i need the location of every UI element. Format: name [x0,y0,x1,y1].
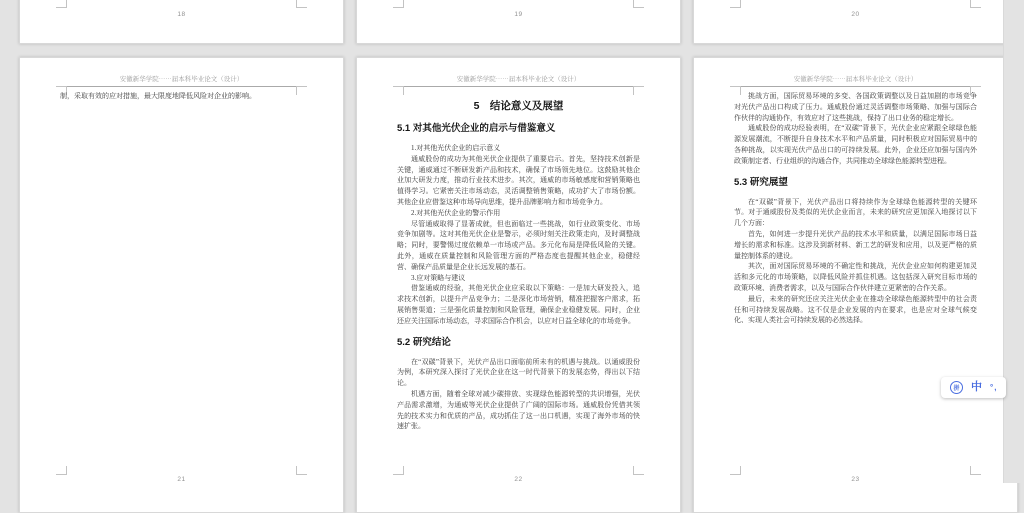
page-header: 安徽新华学院⋯⋯届本科毕业论文（设计） [732,74,979,87]
paragraph: 在“双碳”背景下，光伏产品出口将持续作为全球绿色能源转型的关键环节。对于通威股份及类似的光伏企业而言，未来的研究应更加深入地探讨以下几个方面： [734,197,977,228]
page-number: 23 [851,476,860,483]
section-heading: 5.2 研究结论 [397,336,451,348]
paragraph: 在“双碳”背景下，光伏产品出口面临前所未有的机遇与挑战。以通威股份为例，本研究深入探讨了光伏企业在这一时代背景下的发展态势，得出以下结论。 [397,357,640,388]
text-boundary-mark [970,0,981,8]
page-number: 22 [514,476,523,483]
text-boundary-mark [393,466,404,475]
paragraph: 通威股份的成功为其他光伏企业提供了重要启示。首先，坚持技术创新是关键，通威通过不断研发新产品和技术，确保了市场领先地位。这鼓励其他企业加大研发力度，推动行业技术进步。其次，通威的市场敏感度和营销策略也值得学习。它紧密关注市场动态，灵活调整销售策略，成功扩大了市场份额。其他企业应借鉴这种市场导向思维，提升品牌影响力和市场竞争力。 [397,154,640,206]
page-number: 20 [851,11,860,18]
page-header: 安徽新华学院⋯⋯届本科毕业论文（设计） [395,74,642,87]
text-boundary-mark [296,466,307,475]
paragraph: 通威股份的成功经验表明，在“双碳”背景下，光伏企业应紧跟全球绿色能源发展潮流，不断提升自身技术水平和产品质量，同时积极应对国际贸易中的各种挑战，以实现光伏产品出口的可持续发展。此外，企业还应加强与国内外政策制定者、行业组织的沟通合作，共同推动全球绿色能源转型进程。 [734,124,977,165]
page-body[interactable] [60,91,303,102]
paragraph: 借鉴通威的经验，其他光伏企业应采取以下策略：一是加大研发投入，追求技术创新，以提升产品竞争力；二是深化市场营销，精准把握客户需求，拓展销售渠道；三是强化质量控制和风险管理，确保企业稳健发展。同时，企业还应关注国际市场动态，寻求国际合作机会，以应对日益全球化的市场竞争。 [397,284,640,325]
page-21[interactable] [19,57,344,513]
page-column-center [356,0,681,483]
page-number: 21 [177,476,186,483]
text-boundary-mark [393,0,404,8]
text-boundary-mark [970,466,981,475]
ime-punctuation-icon[interactable]: °, [990,383,998,392]
chapter-title: 5 结论意义及展望 [473,100,564,112]
page-20-bottom[interactable] [693,0,1018,44]
page-number: 18 [177,11,186,18]
sub-heading: 1.对其他光伏企业的启示意义 [411,144,501,152]
page-23[interactable] [693,57,1018,513]
sub-heading: 2.对其他光伏企业的警示作用 [411,208,501,217]
text-boundary-mark [633,466,644,475]
vertical-scrollbar[interactable] [1003,0,1024,483]
page-body[interactable] [397,91,640,432]
ime-language-mode-toggle[interactable]: 中 [971,381,982,393]
page-column-left [19,0,344,483]
page-body[interactable] [734,91,977,326]
page-22[interactable] [356,57,681,513]
text-boundary-mark [56,466,67,475]
text-boundary-mark [633,0,644,8]
text-boundary-mark [730,466,741,475]
paragraph: 其次，面对国际贸易环境的不确定性和挑战，光伏企业应如何构建更加灵活和多元化的市场策略，以降低风险并抓住机遇。这包括深入研究目标市场的政策环境、消费者需求，以及与国际合作伙伴建立更紧密的合作关系。 [734,262,977,292]
page-19-bottom[interactable] [356,0,681,44]
page-column-right [693,0,1018,483]
page-number: 19 [514,11,523,18]
ime-logo-icon[interactable]: 拼 [950,381,963,394]
sub-heading: 3.应对策略与建议 [411,273,466,282]
paragraph: 首先，如何进一步提升光伏产品的技术水平和质量，以满足国际市场日益增长的需求和标准。这涉及到新材料、新工艺的研发和应用，以及更严格的质量控制体系的建设。 [734,229,977,260]
page-header: 安徽新华学院⋯⋯届本科毕业论文（设计） [58,74,305,87]
text-boundary-mark [296,0,307,8]
paragraph: 挑战方面，国际贸易环境的多变、各国政策调整以及日益加剧的市场竞争对光伏产品出口构成了压力。通威股份通过灵活调整市场策略、加强与国际合作伙伴的沟通协作，有效应对了这些挑战，保持了出口业务的稳定增长。 [734,92,977,122]
paragraph: 尽管通威取得了显著成就，但也面临过一些挑战，如行业政策变化、市场竞争加剧等。这对其他光伏企业是警示，必须时刻关注政策走向，及时调整战略；同时，要警惕过度依赖单一市场或产品。多元化布局是降低风险的关键。此外，通威在质量控制和风险管理方面的严格态度也提醒其他企业，稳健经营、确保产品质量是企业长远发展的基石。 [397,219,640,271]
page-18-bottom[interactable] [19,0,344,44]
text-boundary-mark [730,0,741,8]
section-heading: 5.3 研究展望 [734,176,788,188]
section-heading: 5.1 对其他光伏企业的启示与借鉴意义 [397,123,556,134]
text-boundary-mark [56,0,67,8]
paragraph: 机遇方面，随着全球对减少碳排放、实现绿色能源转型的共识增强，光伏产品需求激增，为通威等光伏企业提供了广阔的国际市场。通威股份凭借其领先的技术实力和优质的产品，成功抓住了这一出口机遇，实现了海外市场的快速扩张。 [397,389,640,431]
ime-toolbar[interactable] [941,377,1006,398]
paragraph: 制，采取有效的应对措施，最大限度地降低风险对企业的影响。 [60,92,256,100]
paragraph: 最后，未来的研究还应关注光伏企业在推动全球绿色能源转型中的社会责任和可持续发展战略。这不仅是企业发展的内在要求，也是应对全球气候变化、实现人类社会可持续发展的必然选择。 [734,294,977,325]
